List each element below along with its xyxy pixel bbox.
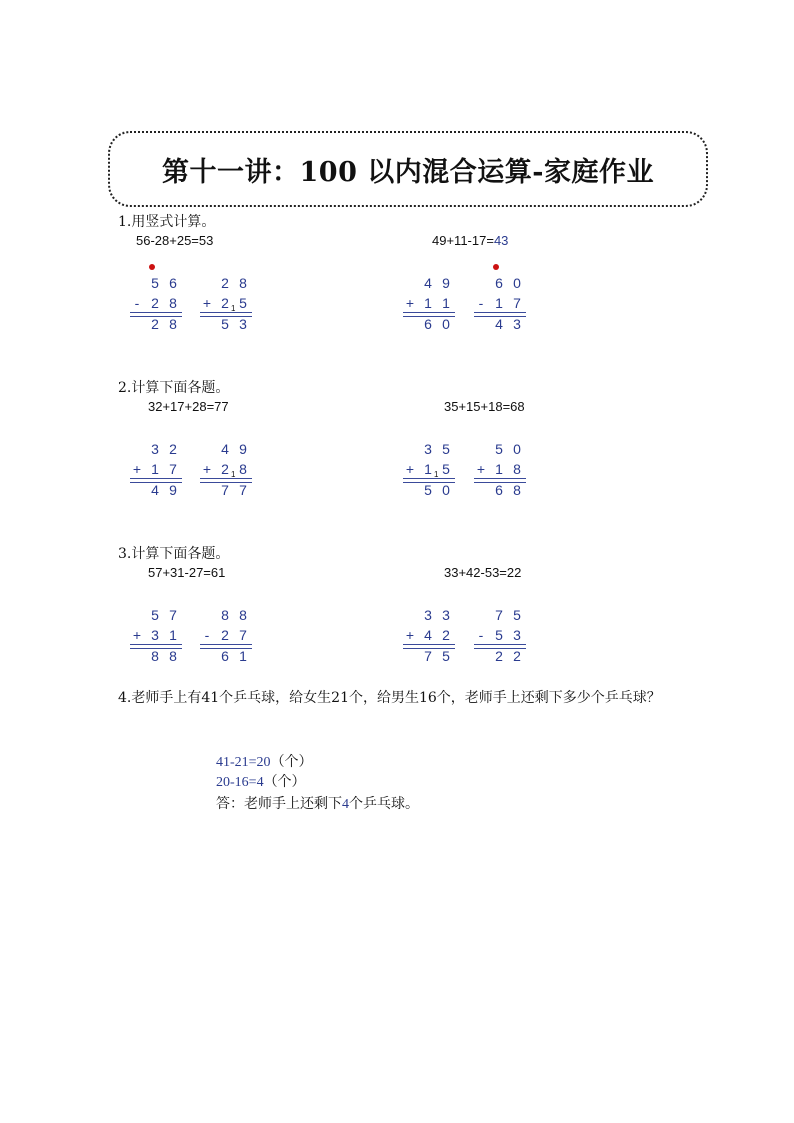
digit: 2	[221, 295, 229, 311]
calc-row-mid	[403, 627, 459, 645]
digit: 9	[239, 441, 247, 457]
digit: +	[405, 627, 415, 643]
digit: 1	[239, 648, 247, 664]
digit: 8	[151, 648, 159, 664]
answer-line-2: 20-16=4（个）	[216, 774, 306, 790]
digit: 4	[151, 482, 159, 498]
calc-row-bot	[474, 482, 530, 500]
borrow-dot-icon	[149, 264, 155, 270]
digit: 4	[424, 627, 432, 643]
calc-row-bot	[130, 482, 186, 500]
calc-row-bot	[474, 316, 530, 334]
digit: 5	[151, 275, 159, 291]
carry-digit: 1	[434, 470, 439, 479]
digit: 2	[495, 648, 503, 664]
result-double-line	[200, 644, 252, 649]
digit: 5	[442, 441, 450, 457]
digit: 0	[442, 316, 450, 332]
calc-row-top	[403, 607, 459, 625]
result-double-line	[474, 644, 526, 649]
answer-line-1: 41-21=20（个）	[216, 754, 313, 770]
digit: +	[476, 461, 486, 477]
digit: 8	[513, 461, 521, 477]
digit: 5	[424, 482, 432, 498]
digit: 7	[221, 482, 229, 498]
digit: 2	[513, 648, 521, 664]
digit: 5	[442, 648, 450, 664]
calc-row-top	[130, 275, 186, 293]
digit: 1	[151, 461, 159, 477]
calc-row-mid	[130, 295, 186, 313]
digit: 8	[221, 607, 229, 623]
digit: 7	[513, 295, 521, 311]
result-double-line	[403, 644, 455, 649]
digit: 8	[169, 316, 177, 332]
digit: 1	[495, 295, 503, 311]
digit: 5	[239, 295, 247, 311]
result-double-line	[474, 478, 526, 483]
digit: 1	[424, 295, 432, 311]
calc-row-top	[474, 607, 530, 625]
digit: +	[405, 461, 415, 477]
calc-row-mid	[200, 461, 256, 479]
digit: 6	[495, 275, 503, 291]
calc-row-bot	[200, 316, 256, 334]
digit: 5	[442, 461, 450, 477]
digit: 7	[239, 627, 247, 643]
result-double-line	[200, 478, 252, 483]
calc-row-top	[474, 275, 530, 293]
carry-digit: 1	[231, 304, 236, 313]
digit: 8	[169, 648, 177, 664]
calc-row-mid	[200, 627, 256, 645]
result-double-line	[474, 312, 526, 317]
section-heading-2: 2.计算下面各题。	[118, 380, 230, 396]
page-title: 第十一讲：100 以内混合运算-家庭作业	[162, 157, 654, 188]
digit: 9	[169, 482, 177, 498]
answer-line-3: 答：老师手上还剩下4个乒乓球。	[216, 796, 419, 812]
section-heading-3: 3.计算下面各题。	[118, 546, 230, 562]
digit: 4	[221, 441, 229, 457]
digit: 7	[239, 482, 247, 498]
calc-row-mid	[474, 627, 530, 645]
digit: 0	[513, 275, 521, 291]
digit: +	[202, 461, 212, 477]
calc-row-top	[200, 441, 256, 459]
digit: 8	[169, 295, 177, 311]
calc-row-top	[403, 275, 459, 293]
calc-row-top	[200, 607, 256, 625]
digit: +	[202, 295, 212, 311]
digit: 3	[151, 627, 159, 643]
digit: -	[204, 627, 210, 643]
equation: 35+15+18=68	[444, 399, 525, 414]
digit: 2	[221, 275, 229, 291]
digit: 0	[513, 441, 521, 457]
digit: 1	[495, 461, 503, 477]
calc-row-top	[200, 275, 256, 293]
digit: 2	[151, 295, 159, 311]
digit: 5	[221, 316, 229, 332]
equation: 57+31-27=61	[148, 565, 226, 580]
digit: 6	[221, 648, 229, 664]
digit: 8	[239, 461, 247, 477]
calc-row-bot	[130, 316, 186, 334]
calc-row-bot	[474, 648, 530, 666]
equation: 49+11-17=43	[432, 233, 509, 248]
digit: 8	[239, 275, 247, 291]
digit: 7	[169, 461, 177, 477]
result-double-line	[403, 312, 455, 317]
calc-row-top	[474, 441, 530, 459]
result-double-line	[403, 478, 455, 483]
calc-row-top	[403, 441, 459, 459]
result-double-line	[130, 644, 182, 649]
digit: 3	[424, 607, 432, 623]
calc-row-mid	[474, 295, 530, 313]
calc-row-mid	[130, 627, 186, 645]
calc-row-mid	[130, 461, 186, 479]
calc-row-bot	[403, 482, 459, 500]
calc-row-top	[130, 607, 186, 625]
digit: +	[405, 295, 415, 311]
carry-digit: 1	[231, 470, 236, 479]
digit: 0	[442, 482, 450, 498]
digit: 1	[424, 461, 432, 477]
digit: 5	[151, 607, 159, 623]
digit: 8	[239, 607, 247, 623]
digit: -	[478, 627, 484, 643]
digit: 3	[424, 441, 432, 457]
digit: 6	[424, 316, 432, 332]
digit: 4	[495, 316, 503, 332]
calc-row-mid	[200, 295, 256, 313]
digit: -	[478, 295, 484, 311]
digit: 9	[442, 275, 450, 291]
digit: +	[132, 461, 142, 477]
result-double-line	[130, 312, 182, 317]
digit: 3	[151, 441, 159, 457]
result-double-line	[200, 312, 252, 317]
digit: 7	[424, 648, 432, 664]
digit: 2	[221, 627, 229, 643]
digit: 3	[442, 607, 450, 623]
digit: 5	[495, 627, 503, 643]
calc-row-bot	[130, 648, 186, 666]
digit: 2	[151, 316, 159, 332]
calc-row-mid	[474, 461, 530, 479]
digit: 5	[513, 607, 521, 623]
calc-row-top	[130, 441, 186, 459]
digit: 8	[513, 482, 521, 498]
digit: 2	[442, 627, 450, 643]
calc-row-bot	[403, 648, 459, 666]
borrow-dot-icon	[493, 264, 499, 270]
digit: 5	[495, 441, 503, 457]
equation: 32+17+28=77	[148, 399, 229, 414]
digit: 6	[169, 275, 177, 291]
digit: 2	[169, 441, 177, 457]
digit: 4	[424, 275, 432, 291]
digit: +	[132, 627, 142, 643]
calc-row-bot	[200, 482, 256, 500]
equation: 56-28+25=53	[136, 233, 214, 248]
digit: 7	[169, 607, 177, 623]
calc-row-mid	[403, 461, 459, 479]
section-heading-1: 1.用竖式计算。	[118, 214, 216, 230]
digit: 3	[513, 316, 521, 332]
calc-row-bot	[200, 648, 256, 666]
digit: 6	[495, 482, 503, 498]
digit: 2	[221, 461, 229, 477]
digit: 7	[495, 607, 503, 623]
digit: 3	[513, 627, 521, 643]
word-problem-text: 4.老师手上有41个乒乓球，给女生21个，给男生16个，老师手上还剩下多少个乒乓球？	[118, 690, 661, 706]
equation: 33+42-53=22	[444, 565, 522, 580]
digit: 1	[169, 627, 177, 643]
digit: -	[134, 295, 140, 311]
digit: 3	[239, 316, 247, 332]
digit: 1	[442, 295, 450, 311]
result-double-line	[130, 478, 182, 483]
calc-row-bot	[403, 316, 459, 334]
calc-row-mid	[403, 295, 459, 313]
